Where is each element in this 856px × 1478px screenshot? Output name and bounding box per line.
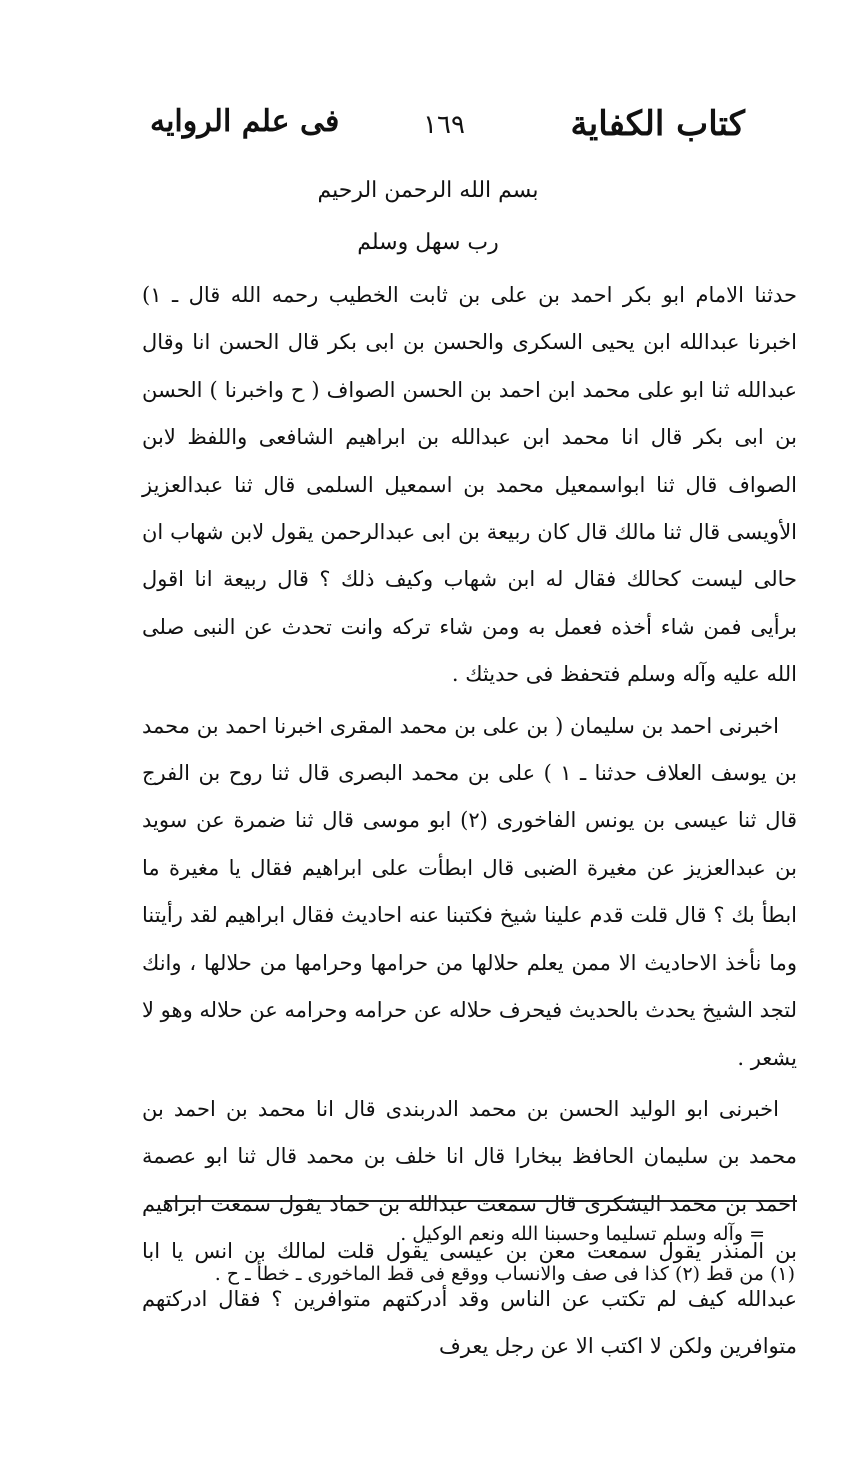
page-number: ١٦٩ — [423, 110, 465, 140]
basmala: بسم الله الرحمن الرحيم — [317, 178, 539, 203]
invocation: رب سهل وسلم — [357, 230, 499, 255]
paragraph-2: اخبرنى احمد بن سليمان ( بن على بن محمد المقرى اخبرنا احمد بن محمد بن يوسف العلاف حدثنا ـ ١ ) على بن محمد البصرى قال ثنا روح بن الفرج قال ثنا عيسى بن يونس الفاخورى (٢) ابو موسى قال ثنا ضمرة عن سويد بن عبدالعزيز عن مغيرة الضبى قال ابطأت على ابراهيم فقال يا مغيرة ما ابطأ بك ؟ قال قلت قدم علينا شيخ فكتبنا عنه احاديث فقال ابراهيم لقد رأيتنا وما نأخذ الاحاديث الا ممن يعلم حلالها من حرامها وحرامها من حلالها ، وانك لتجد الشيخ يحدث بالحديث فيحرف حلاله عن حرامه وحرامه عن حلاله وهو لا يشعر . — [142, 713, 797, 1070]
book-title: كتاب الكفاية — [570, 104, 745, 144]
main-text — [142, 272, 797, 1370]
footnote-notes: (١) من قط (٢) كذا فى صف والانساب ووقع فى قط الماخورى ـ خطأ ـ ح . — [214, 1263, 795, 1285]
footnote-continuation: = وآله وسلم تسليما وحسبنا الله ونعم الوكيل . — [400, 1223, 765, 1245]
footnotes — [150, 1214, 795, 1294]
book-subtitle: فى علم الروايه — [150, 104, 340, 139]
page-header — [150, 100, 745, 160]
paragraph-1: حدثنا الامام ابو بكر احمد بن على بن ثابت الخطيب رحمه الله قال ـ ١) اخبرنا عبدالله ابن يحيى السكرى والحسن بن ابى بكر قال الحسن انا وقال عبدالله ثنا ابو على محمد ابن احمد بن الحسن الصواف ( ح واخبرنا ) الحسن بن ابى بكر قال انا محمد ابن عبدالله بن ابراهيم الشافعى واللفظ لابن الصواف قال ثنا ابواسمعيل محمد بن اسمعيل السلمى قال ثنا عبدالعزيز الأويسى قال ثنا مالك قال كان ربيعة بن ابى عبدالرحمن يقول لابن شهاب ان حالى ليست كحالك فقال له ابن شهاب وكيف ذلك ؟ قال ربيعة انا اقول برأيى فمن شاء أخذه فعمل به ومن شاء تركه وانت تحدث عن النبى صلى الله عليه وآله وسلم فتحفظ فى حديثك . — [142, 283, 797, 687]
paragraph-3: اخبرنى ابو الوليد الحسن بن محمد الدربندى قال انا محمد بن احمد بن محمد بن سليمان الحافظ ببخارا قال انا خلف بن محمد قال ثنا ابو عصمة احمد بن محمد اليشكرى قال سمعت عبدالله بن حماد يقول سمعت ابراهيم بن المنذر يقول سمعت معن بن عيسى يقول قلت لمالك بن انس يا ابا عبدالله كيف لم تكتب عن الناس وقد أدركتهم متوافرين ؟ فقال ادركتهم متوافرين ولكن لا اكتب الا عن رجل يعرف — [142, 1096, 797, 1358]
footnote-divider — [165, 1200, 797, 1202]
